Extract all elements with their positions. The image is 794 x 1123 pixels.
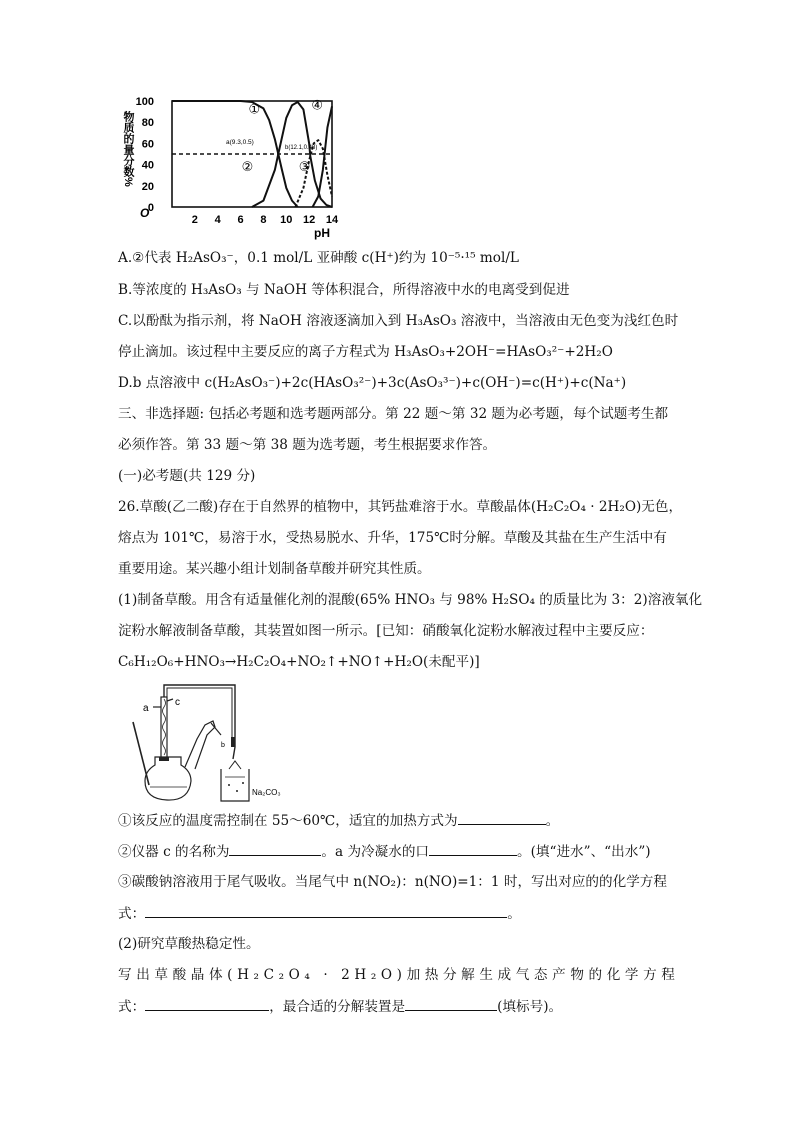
x-tick-label: 8 <box>260 214 267 226</box>
subq3-prefix: 式： <box>118 906 146 922</box>
subq2 <box>118 841 651 862</box>
section-intro-line2: 必须作答。第 33 题～第 38 题为选考题，考生根据要求作答。 <box>118 437 497 453</box>
dropping-funnel-b <box>185 721 215 769</box>
y-tick-label: 20 <box>141 180 154 193</box>
x-tick-label: 10 <box>280 214 293 226</box>
x-tick-label: 4 <box>214 214 221 226</box>
option-c-line1: C.以酚酞为指示剂，将 NaOH 溶液逐滴加入到 H₃AsO₃ 溶液中，当溶液由无色变为浅红色时 <box>118 313 679 329</box>
part1-line1: (1)制备草酸。用含有适量催化剂的混酸(65% HNO₃ 与 98% H₂SO₄ 的质量比为 3：2)溶液氧化 <box>118 592 703 608</box>
x-tick-label: 2 <box>191 214 198 226</box>
subq2-mid: 。a 为冷凝水的口 <box>321 844 430 860</box>
part2-end: (填标号)。 <box>497 999 563 1015</box>
part2-line2 <box>118 996 562 1017</box>
point-a-label: a(9.3,0.5) <box>226 139 254 146</box>
point-b-label: b(12.1,0.48) <box>285 145 318 151</box>
x-tick-label: 14 <box>325 214 339 226</box>
section-subheading: (一)必考题(共 129 分) <box>118 468 256 484</box>
condenser-c <box>161 697 167 759</box>
series-line-4 <box>313 106 332 207</box>
subq1-text: ①该反应的温度需控制在 55～60℃，适宜的加热方式为 <box>118 813 458 829</box>
answer-blank-equation[interactable] <box>145 903 507 918</box>
subq3-end: 。 <box>507 906 521 922</box>
q26-line2: 熔点为 101℃，易溶于水，受热易脱水、升华，175℃时分解。草酸及其盐在生产生活中有 <box>118 530 667 546</box>
origin-label: O <box>140 206 150 220</box>
y-tick-labels <box>136 97 154 214</box>
species-distribution-chart <box>118 97 343 242</box>
x-tick-labels <box>192 214 339 226</box>
curve-label-2: ② <box>241 158 254 174</box>
part2-heading: (2)研究草酸热稳定性。 <box>118 936 260 952</box>
y-tick-label: 40 <box>141 159 154 172</box>
three-neck-flask <box>145 757 191 800</box>
q26-line1: 26.草酸(乙二酸)存在于自然界的植物中，其钙盐难溶于水。草酸晶体(H₂C₂O₄ · 2H₂O)无色， <box>118 499 683 515</box>
x-tick-label: 6 <box>237 214 244 226</box>
subq1 <box>118 810 559 831</box>
option-d: D.b 点溶液中 c(H₂AsO₃⁻)+2c(HAsO₃²⁻)+3c(AsO₃³⁻)+c(OH⁻)=c(H⁺)+c(Na⁺) <box>118 375 627 391</box>
option-b: B.等浓度的 H₃AsO₃ 与 NaOH 等体积混合，所得溶液中水的电离受到促进 <box>118 282 570 298</box>
thermometer <box>133 722 149 785</box>
part1-line3: C₆H₁₂O₆+HNO₃→H₂C₂O₄+NO₂↑+NO↑+H₂O(未配平)] <box>118 654 480 670</box>
y-axis-title: 物质的量分数% <box>122 111 134 187</box>
subq3-line2 <box>118 903 521 924</box>
answer-blank-apparatus[interactable] <box>405 996 497 1011</box>
beaker-label: Na₂CO₃ <box>252 788 281 797</box>
answer-blank-instrument[interactable] <box>229 841 321 856</box>
y-tick-label: 60 <box>141 138 154 151</box>
option-c-line2: 停止滴加。该过程中主要反应的离子方程式为 H₃AsO₃+2OH⁻=HAsO₃²⁻+2H₂O <box>118 344 613 360</box>
subq1-end: 。 <box>545 813 560 829</box>
curve-label-1: ① <box>248 101 261 117</box>
q26-line3: 重要用途。某兴趣小组计划制备草酸并研究其性质。 <box>118 561 431 577</box>
option-a: A.②代表 H₂AsO₃⁻，0.1 mol/L 亚砷酸 c(H⁺)约为 10⁻⁵·¹⁵ mol/L <box>118 250 519 266</box>
part2-line1: 写出草酸晶体(H₂C₂O₄ · 2H₂O)加热分解生成气态产物的化学方程 <box>118 967 680 983</box>
part1-line2: 淀粉水解液制备草酸，其装置如图一所示。[已知：硝酸氧化淀粉水解液过程中主要反应： <box>118 623 654 639</box>
label-b: b <box>221 742 225 749</box>
y-tick-label: 0 <box>147 202 154 214</box>
section-intro-line1: 三、非选择题: 包括必考题和选考题两部分。第 22 题～第 32 题为必考题，每个试题考生都 <box>118 406 669 422</box>
part2-mid: ，最合适的分解装置是 <box>269 999 406 1015</box>
curve-label-4: ④ <box>311 97 323 113</box>
label-c: c <box>175 697 180 708</box>
x-axis-title: pH <box>314 226 330 240</box>
apparatus-figure <box>125 677 295 805</box>
beaker <box>221 769 249 801</box>
answer-blank-heating[interactable] <box>458 810 546 825</box>
y-tick-label: 100 <box>135 97 154 108</box>
subq2-end: 。(填“进水”、“出水”) <box>517 844 651 860</box>
curve-label-3: ③ <box>298 158 311 174</box>
answer-blank-decomposition[interactable] <box>145 996 269 1011</box>
answer-blank-inlet[interactable] <box>429 841 517 856</box>
subq2-text: ②仪器 c 的名称为 <box>118 844 230 860</box>
subq3-line1: ③碳酸钠溶液用于尾气吸收。当尾气中 n(NO₂)：n(NO)=1：1 时，写出对应的的化学方程 <box>118 874 667 890</box>
label-a: a <box>143 703 149 714</box>
y-tick-label: 80 <box>141 117 154 130</box>
part2-prefix: 式： <box>118 999 146 1015</box>
x-tick-label: 12 <box>303 214 316 226</box>
